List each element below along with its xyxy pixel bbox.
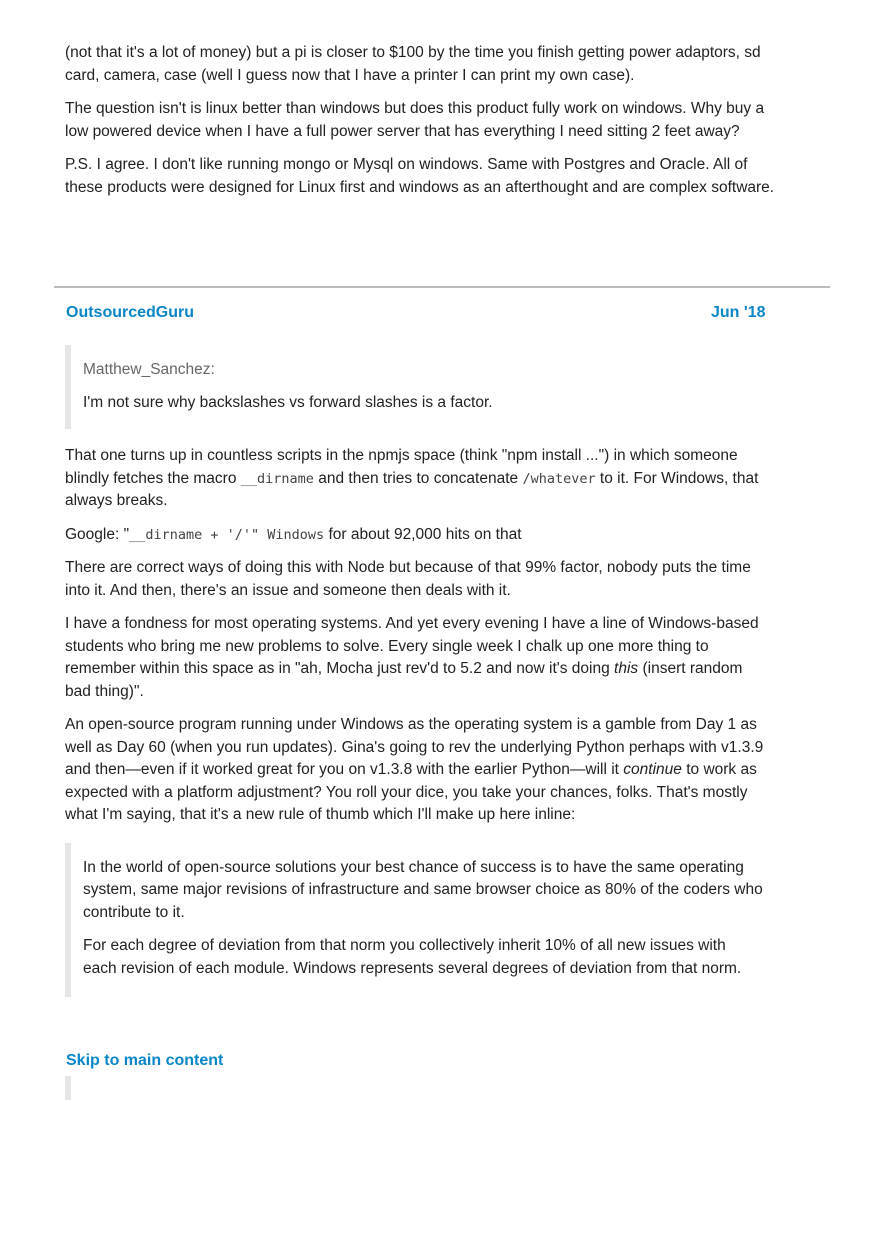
paragraph: In the world of open-source solutions your best chance of success is to have the same operating system, same major revisions of infrastructure and same browser choice as 80% of the coders who contribute to it. — [83, 858, 763, 921]
inline-code: __dirname + '/'" Windows — [129, 526, 325, 543]
quoted-reply — [65, 345, 773, 429]
text: That one turns up in countless scripts in the npmjs space (think "npm install ...") in which someone blindly fetches the macro — [65, 447, 738, 487]
text: and then tries to concatenate — [313, 469, 523, 487]
text: I have a fondness for most operating systems. And yet every evening I have a line of Windows-based students who bring me new problems to solve. Every single week I chalk up one more thing to remember within this space as in "ah, Mocha just rev'd to 5.2 and now it's doing — [65, 615, 759, 677]
text: Google: " — [65, 525, 130, 543]
text: for about 92,000 hits on that — [324, 525, 522, 543]
inline-code: /whatever — [522, 470, 596, 487]
inline-code: __dirname — [240, 470, 314, 487]
post-date-link[interactable]: Jun '18 — [711, 304, 766, 321]
paragraph: P.S. I agree. I don't like running mongo or Mysql on windows. Same with Postgres and Oracle. All of these products were designed for Linux first and windows as an afterthought and are complex software. — [65, 156, 775, 196]
quote-text: I'm not sure why backslashes vs forward slashes is a factor. — [83, 393, 493, 411]
paragraph — [65, 714, 770, 827]
paragraph: The question isn't is linux better than windows but does this product fully work on windows. Why buy a low powered device when I have a full power server that has everything I need sitting 2 feet away? — [65, 100, 765, 140]
paragraph: (not that it's a lot of money) but a pi is closer to $100 by the time you finish getting power adaptors, sd card, camera, case (well I guess now that I have a printer I can print my own case). — [65, 44, 761, 84]
paragraph — [65, 445, 770, 513]
paragraph: There are correct ways of doing this with Node but because of that 99% factor, nobody puts the time into it. And then, there's an issue and someone then deals with it. — [65, 559, 751, 599]
text: to work as expected with a platform adjustment? You roll your dice, you take your chances, folks. That's mostly what I'm saying, that it's a new rule of thumb which I'll make up here inline: — [65, 761, 757, 823]
post-divider — [54, 286, 830, 288]
paragraph — [65, 613, 770, 703]
post-author-link[interactable]: OutsourcedGuru — [66, 304, 195, 321]
previous-post-body — [65, 42, 785, 210]
emphasis: continue — [623, 761, 682, 778]
text: An open-source program running under Windows as the operating system is a gamble from Day 1 as well as Day 60 (when you run updates). Gina's going to rev the underlying Python perhaps with v1.3.9 and then—even if it worked great for you on v1.3.8 with the earlier Python—will it — [65, 716, 764, 778]
blockquote — [65, 843, 763, 997]
emphasis: this — [614, 660, 639, 677]
paragraph — [65, 524, 770, 547]
quote-author[interactable]: Matthew_Sanchez: — [83, 361, 215, 378]
skip-to-main-content-link[interactable]: Skip to main content — [66, 1052, 224, 1069]
paragraph: For each degree of deviation from that norm you collectively inherit 10% of all new issues with each revision of each module. Windows represents several degrees of deviation from that norm. — [83, 937, 742, 977]
text: (insert random bad thing)". — [65, 660, 743, 700]
text: to it. For Windows, that always breaks. — [65, 469, 759, 509]
blockquote-border — [65, 1076, 71, 1100]
post-body — [65, 445, 770, 997]
